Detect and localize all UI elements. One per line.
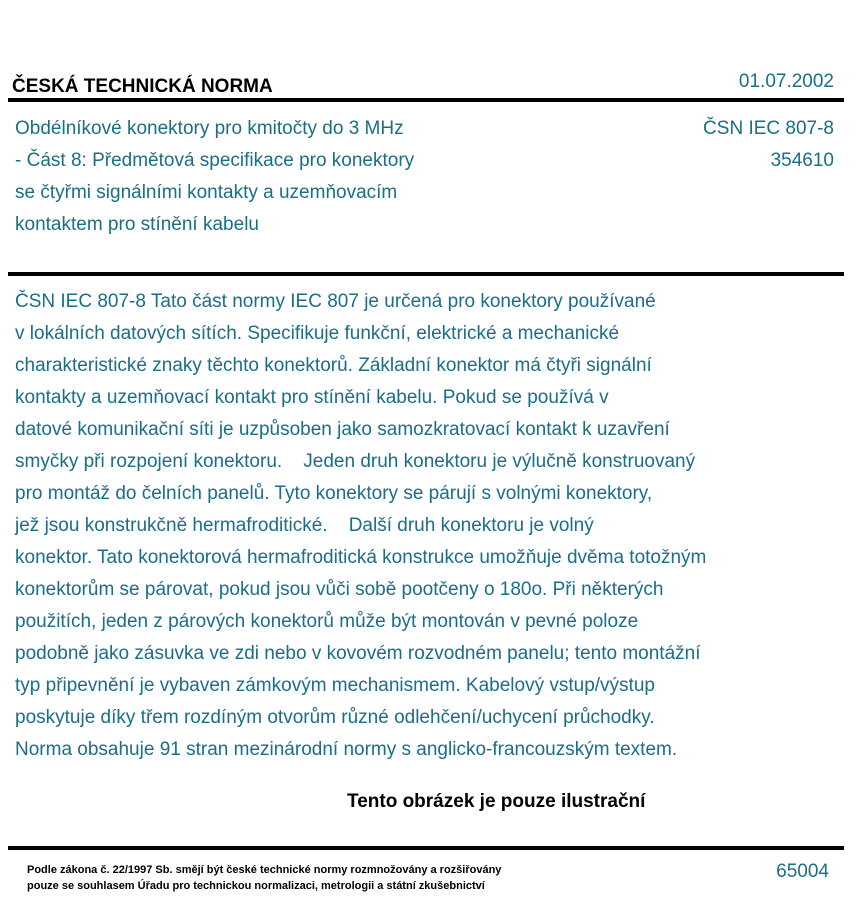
abstract-line: poskytuje díky třem rozdíným otvorům různé odlehčení/uchycení průchodky.: [15, 707, 655, 728]
illustration-notice: Tento obrázek je pouze ilustrační: [347, 791, 646, 812]
norm-designation: ČSN IEC 807-8: [703, 118, 834, 139]
abstract-line: konektor. Tato konektorová hermafroditická konstrukce umožňuje dvěma totožným: [15, 547, 707, 568]
norm-title-line: se čtyřmi signálními kontakty a uzemňovacím: [15, 182, 398, 203]
abstract-line: konektorům se párovat, pokud jsou vůči sobě pootčeny o 180o. Při některých: [15, 579, 664, 600]
document-header-title: ČESKÁ TECHNICKÁ NORMA: [12, 76, 273, 97]
norm-title-line: - Část 8: Předmětová specifikace pro konektory: [15, 150, 415, 171]
abstract-line: jež jsou konstrukčně hermafroditické. Další druh konektoru je volný: [15, 515, 594, 536]
abstract-line: Norma obsahuje 91 stran mezinárodní normy s anglicko-francouzským textem.: [15, 739, 678, 760]
norm-identifiers: [703, 113, 834, 177]
abstract-line: v lokálních datových sítích. Specifikuje funkční, elektrické a mechanické: [15, 323, 620, 344]
norm-title-line: kontaktem pro stínění kabelu: [15, 214, 259, 235]
abstract-line: smyčky při rozpojení konektoru. Jeden druh konektoru je výlučně konstruovaný: [15, 451, 696, 472]
abstract-line: pro montáž do čelních panelů. Tyto konektory se párují s volnými konektory,: [15, 483, 653, 504]
abstract-line: ČSN IEC 807-8 Tato část normy IEC 807 je určená pro konektory používané: [15, 291, 656, 312]
norm-title: [15, 113, 485, 241]
header-divider: [8, 98, 844, 102]
issue-date: 01.07.2002: [738, 71, 834, 92]
abstract-line: typ připevnění je vybaven zámkovým mechanismem. Kabelový vstup/výstup: [15, 675, 655, 696]
catalog-code: 65004: [776, 861, 829, 882]
legal-notice: [27, 862, 501, 894]
abstract-line: kontakty a uzemňovací kontakt pro stínění kabelu. Pokud se používá v: [15, 387, 609, 408]
footer-divider: [8, 846, 844, 850]
abstract-line: použitích, jeden z párových konektorů může být montován v pevné poloze: [15, 611, 639, 632]
abstract-line: datové komunikační síti je uzpůsoben jako samozkratovací kontakt k uzavření: [15, 419, 670, 440]
norm-abstract: [15, 286, 845, 766]
title-divider: [8, 272, 844, 276]
legal-notice-line: Podle zákona č. 22/1997 Sb. smějí být české technické normy rozmnožovány a rozšiřovány: [27, 864, 502, 876]
legal-notice-line: pouze se souhlasem Úřadu pro technickou normalizaci, metrologii a státní zkušebnictví: [27, 880, 485, 892]
abstract-line: charakteristické znaky těchto konektorů. Základní konektor má čtyři signální: [15, 355, 652, 376]
abstract-line: podobně jako zásuvka ve zdi nebo v kovovém rozvodném panelu; tento montážní: [15, 643, 701, 664]
classification-code: 354610: [770, 150, 834, 171]
norm-title-line: Obdélníkové konektory pro kmitočty do 3 MHz: [15, 118, 404, 139]
